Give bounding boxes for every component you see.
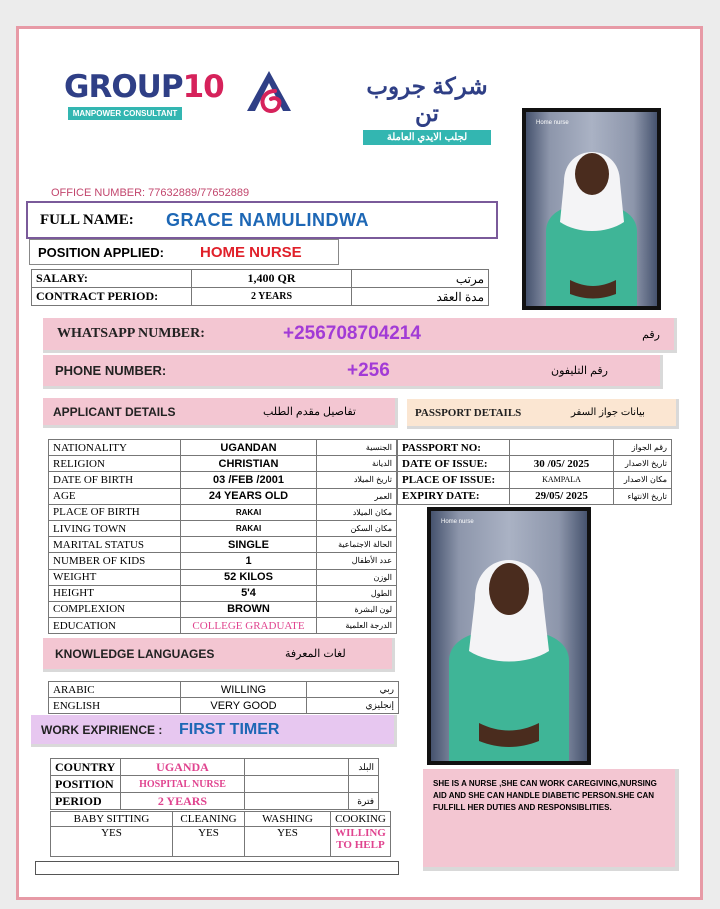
work-row xyxy=(51,776,379,793)
cv-sheet xyxy=(16,26,703,900)
full-name-row xyxy=(26,201,498,239)
skill-header: WASHING xyxy=(245,812,331,827)
detail-value: 03 /FEB /2001 xyxy=(181,472,317,488)
detail-value: COLLEGE GRADUATE xyxy=(181,618,317,634)
language-label: ENGLISH xyxy=(49,698,181,714)
detail-value: BROWN xyxy=(181,601,317,617)
nurse-figure-middle-icon xyxy=(431,511,587,761)
details-row xyxy=(49,585,397,601)
work-value: 2 YEARS xyxy=(121,793,245,810)
language-row xyxy=(49,682,399,698)
full-name-label: FULL NAME: xyxy=(40,211,134,228)
group10-logo xyxy=(64,69,224,120)
phone-label: PHONE NUMBER: xyxy=(55,363,167,378)
empty-box xyxy=(35,861,399,875)
work-blank xyxy=(245,776,349,793)
languages-ar: لغات المعرفة xyxy=(285,648,346,660)
passport-row xyxy=(398,440,672,456)
details-row xyxy=(49,456,397,472)
languages-bar xyxy=(43,638,395,672)
logo-subtitle: MANPOWER CONSULTANT xyxy=(68,107,182,120)
passport-label: EXPIRY DATE: xyxy=(398,488,510,504)
detail-value: 24 YEARS OLD xyxy=(181,488,317,504)
detail-label: WEIGHT xyxy=(49,569,181,585)
work-row xyxy=(51,793,379,810)
work-value: UGANDA xyxy=(121,759,245,776)
position-applied-row xyxy=(29,239,339,265)
contract-row xyxy=(32,288,489,306)
detail-value: CHRISTIAN xyxy=(181,456,317,472)
full-name-value: GRACE NAMULINDWA xyxy=(166,209,369,230)
skills-table xyxy=(50,811,391,857)
arabic-logo xyxy=(357,73,497,145)
detail-value: 5'4 xyxy=(181,585,317,601)
detail-label: HEIGHT xyxy=(49,585,181,601)
passport-value: KAMPALA xyxy=(510,472,614,488)
skill-value: YES xyxy=(173,827,245,857)
photo-label-middle: Home nurse xyxy=(441,519,474,525)
skill-header: CLEANING xyxy=(173,812,245,827)
contract-value: 2 YEARS xyxy=(192,288,352,306)
detail-label: LIVING TOWN xyxy=(49,520,181,536)
details-row xyxy=(49,601,397,617)
detail-value: UGANDAN xyxy=(181,440,317,456)
phone-number: +256 xyxy=(347,359,390,381)
skill-header: COOKING xyxy=(331,812,391,827)
detail-ar: مكان الميلاد xyxy=(317,504,397,520)
logo-main: GROUP xyxy=(64,69,183,105)
salary-value: 1,400 QR xyxy=(192,270,352,288)
details-row xyxy=(49,537,397,553)
passport-ar: رقم الجواز xyxy=(614,440,672,456)
work-ar xyxy=(349,776,379,793)
skills-header-row xyxy=(51,812,391,827)
skill-value: WILLING TO HELP xyxy=(331,827,391,857)
work-experience-label: WORK EXPIRIENCE : xyxy=(41,722,163,737)
passport-value xyxy=(510,440,614,456)
detail-ar: العمر xyxy=(317,488,397,504)
applicant-photo-top xyxy=(522,108,661,310)
work-ar: فترة xyxy=(349,793,379,810)
detail-ar: الطول xyxy=(317,585,397,601)
passport-label: DATE OF ISSUE: xyxy=(398,456,510,472)
detail-ar: لون البشرة xyxy=(317,601,397,617)
applicant-details-bar xyxy=(43,398,398,428)
passport-ar: مكان الاصدار xyxy=(614,472,672,488)
photo-label: Home nurse xyxy=(536,120,569,126)
phone-bar xyxy=(43,355,663,389)
details-row xyxy=(49,488,397,504)
passport-details-label: PASSPORT DETAILS xyxy=(415,406,522,419)
arabic-company-name: شركة جروب تن xyxy=(366,73,488,126)
passport-value: 29/05/ 2025 xyxy=(510,488,614,504)
detail-value: SINGLE xyxy=(181,537,317,553)
detail-label: DATE OF BIRTH xyxy=(49,472,181,488)
detail-value: RAKAI xyxy=(181,520,317,536)
position-label: POSITION APPLIED: xyxy=(38,244,164,260)
passport-details-bar xyxy=(407,399,679,429)
salary-label: SALARY: xyxy=(32,270,192,288)
details-row xyxy=(49,472,397,488)
language-row xyxy=(49,698,399,714)
applicant-details-table xyxy=(48,439,397,634)
applicant-note: SHE IS A NURSE ,SHE CAN WORK CAREGIVING,NURSING AID AND SHE CAN HANDLE DIABETIC PERSON.SHE CAN FULFILL HER DUTIES AND RESPONSIBLITIES. xyxy=(423,769,679,871)
contract-ar: مدة العقد xyxy=(352,288,489,306)
passport-ar: تاريخ الاصدار xyxy=(614,456,672,472)
office-number: OFFICE NUMBER: 77632889/77652889 xyxy=(51,187,250,199)
skill-header: BABY SITTING xyxy=(51,812,173,827)
detail-value: 52 KILOS xyxy=(181,569,317,585)
details-row xyxy=(49,569,397,585)
applicant-photo-middle xyxy=(427,507,591,765)
applicant-details-label: APPLICANT DETAILS xyxy=(53,404,176,419)
language-ar: إنجليزي xyxy=(307,698,399,714)
detail-ar: تاريخ الميلاد xyxy=(317,472,397,488)
work-table xyxy=(50,758,379,810)
languages-table xyxy=(48,681,399,714)
details-row xyxy=(49,553,397,569)
work-row xyxy=(51,759,379,776)
salary-table xyxy=(31,269,489,306)
work-ar: البلد xyxy=(349,759,379,776)
detail-value: 1 xyxy=(181,553,317,569)
skill-value: YES xyxy=(245,827,331,857)
nurse-figure-icon xyxy=(526,112,657,306)
work-experience-value: FIRST TIMER xyxy=(179,720,280,738)
language-level: WILLING xyxy=(181,682,307,698)
detail-label: EDUCATION xyxy=(49,618,181,634)
passport-value: 30 /05/ 2025 xyxy=(510,456,614,472)
detail-ar: مكان السكن xyxy=(317,520,397,536)
passport-table xyxy=(397,439,672,505)
work-label: PERIOD xyxy=(51,793,121,810)
passport-label: PLACE OF ISSUE: xyxy=(398,472,510,488)
detail-ar: عدد الأطفال xyxy=(317,553,397,569)
detail-value: RAKAI xyxy=(181,504,317,520)
language-level: VERY GOOD xyxy=(181,698,307,714)
contract-label: CONTRACT PERIOD: xyxy=(32,288,192,306)
detail-label: NUMBER OF KIDS xyxy=(49,553,181,569)
passport-label: PASSPORT NO: xyxy=(398,440,510,456)
work-label: POSITION xyxy=(51,776,121,793)
passport-ar: تاريخ الانتهاء xyxy=(614,488,672,504)
passport-row xyxy=(398,488,672,504)
arabic-company-tagline: لجلب الايدي العاملة xyxy=(363,130,491,145)
skill-value: YES xyxy=(51,827,173,857)
details-row xyxy=(49,504,397,520)
salary-ar: مرتب xyxy=(352,270,489,288)
detail-label: PLACE OF BIRTH xyxy=(49,504,181,520)
detail-label: AGE xyxy=(49,488,181,504)
whatsapp-label: WHATSAPP NUMBER: xyxy=(57,326,205,341)
skills-values-row xyxy=(51,827,391,857)
logo-number: 10 xyxy=(182,69,224,105)
position-value: HOME NURSE xyxy=(200,243,302,261)
detail-ar: الديانة xyxy=(317,456,397,472)
language-ar: ربي xyxy=(307,682,399,698)
languages-label: KNOWLEDGE LANGUAGES xyxy=(55,646,215,661)
passport-row xyxy=(398,472,672,488)
phone-ar: رقم التليفون xyxy=(551,365,608,377)
detail-label: MARITAL STATUS xyxy=(49,537,181,553)
work-experience-bar xyxy=(31,715,397,747)
detail-ar: الوزن xyxy=(317,569,397,585)
detail-label: COMPLEXION xyxy=(49,601,181,617)
details-row xyxy=(49,618,397,634)
detail-ar: الجنسية xyxy=(317,440,397,456)
detail-ar: الحالة الاجتماعية xyxy=(317,537,397,553)
details-row xyxy=(49,520,397,536)
applicant-details-ar: تفاصيل مقدم الطلب xyxy=(263,406,356,418)
work-blank xyxy=(245,759,349,776)
detail-label: NATIONALITY xyxy=(49,440,181,456)
work-blank xyxy=(245,793,349,810)
detail-ar: الدرجة العلمية xyxy=(317,618,397,634)
passport-row xyxy=(398,456,672,472)
language-label: ARABIC xyxy=(49,682,181,698)
whatsapp-ar: رقم xyxy=(642,328,660,341)
details-row xyxy=(49,440,397,456)
emblem-icon xyxy=(241,67,297,123)
work-label: COUNTRY xyxy=(51,759,121,776)
salary-row xyxy=(32,270,489,288)
detail-label: RELIGION xyxy=(49,456,181,472)
passport-details-ar: بيانات جواز السفر xyxy=(571,407,645,418)
whatsapp-bar xyxy=(43,318,677,353)
work-value: HOSPITAL NURSE xyxy=(121,776,245,793)
whatsapp-number: +256708704214 xyxy=(283,323,421,344)
